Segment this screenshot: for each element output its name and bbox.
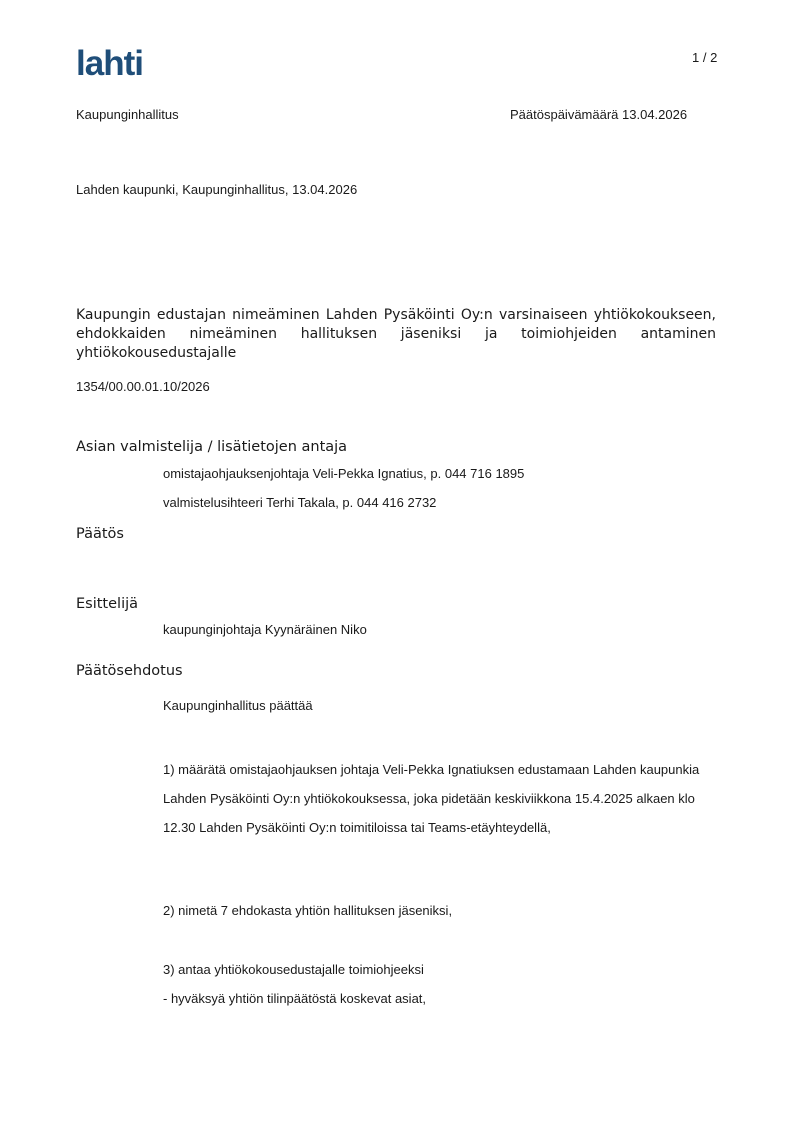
proposal-item-1: 1) määrätä omistajaohjauksen johtaja Veli-Pekka Ignatiuksen edustamaan Lahden kaupunkia Lahden Pysäköinti Oy:n yhtiökokouksessa, joka pidetään keskiviikkona 15.4.2025 alkaen klo 12.30 Lahden Pysäköinti Oy:n toimitiloissa tai Teams-etäyhteydellä,	[163, 762, 700, 835]
decision-date: Päätöspäivämäärä 13.04.2026	[510, 107, 688, 122]
preparers-heading: Asian valmistelija / lisätietojen antaja	[76, 439, 348, 455]
record-number: 1354/00.00.01.10/2026	[76, 379, 210, 394]
proposal-intro: Kaupunginhallitus päättää	[163, 698, 313, 713]
document-title: Kaupungin edustajan nimeäminen Lahden Pysäköinti Oy:n varsinaiseen yhtiökokoukseen, ehdokkaiden nimeäminen hallituksen jäseniksi ja toimiohjeiden antaminen yhtiökokousedustajalle	[76, 307, 716, 361]
proposal-item-2: 2) nimetä 7 ehdokasta yhtiön hallituksen jäseniksi,	[163, 903, 453, 918]
presenter-name: kaupunginjohtaja Kyynäräinen Niko	[163, 622, 367, 637]
presenter-heading: Esittelijä	[76, 596, 139, 612]
proposal-item-3: 3) antaa yhtiökokousedustajalle toimiohjeeksi	[163, 962, 424, 977]
decision-heading: Päätös	[76, 526, 124, 542]
preparer-line: valmistelusihteeri Terhi Takala, p. 044 416 2732	[163, 495, 437, 510]
page-number: 1 / 2	[692, 50, 718, 65]
meeting-line: Lahden kaupunki, Kaupunginhallitus, 13.04.2026	[76, 182, 358, 197]
body-name: Kaupunginhallitus	[76, 107, 179, 122]
lahti-logo: lahti	[76, 44, 143, 83]
proposal-heading: Päätösehdotus	[76, 663, 183, 679]
preparer-line: omistajaohjauksenjohtaja Veli-Pekka Ignatius, p. 044 716 1895	[163, 466, 525, 481]
proposal-item-3-sub: - hyväksyä yhtiön tilinpäätöstä koskevat asiat,	[163, 991, 427, 1006]
